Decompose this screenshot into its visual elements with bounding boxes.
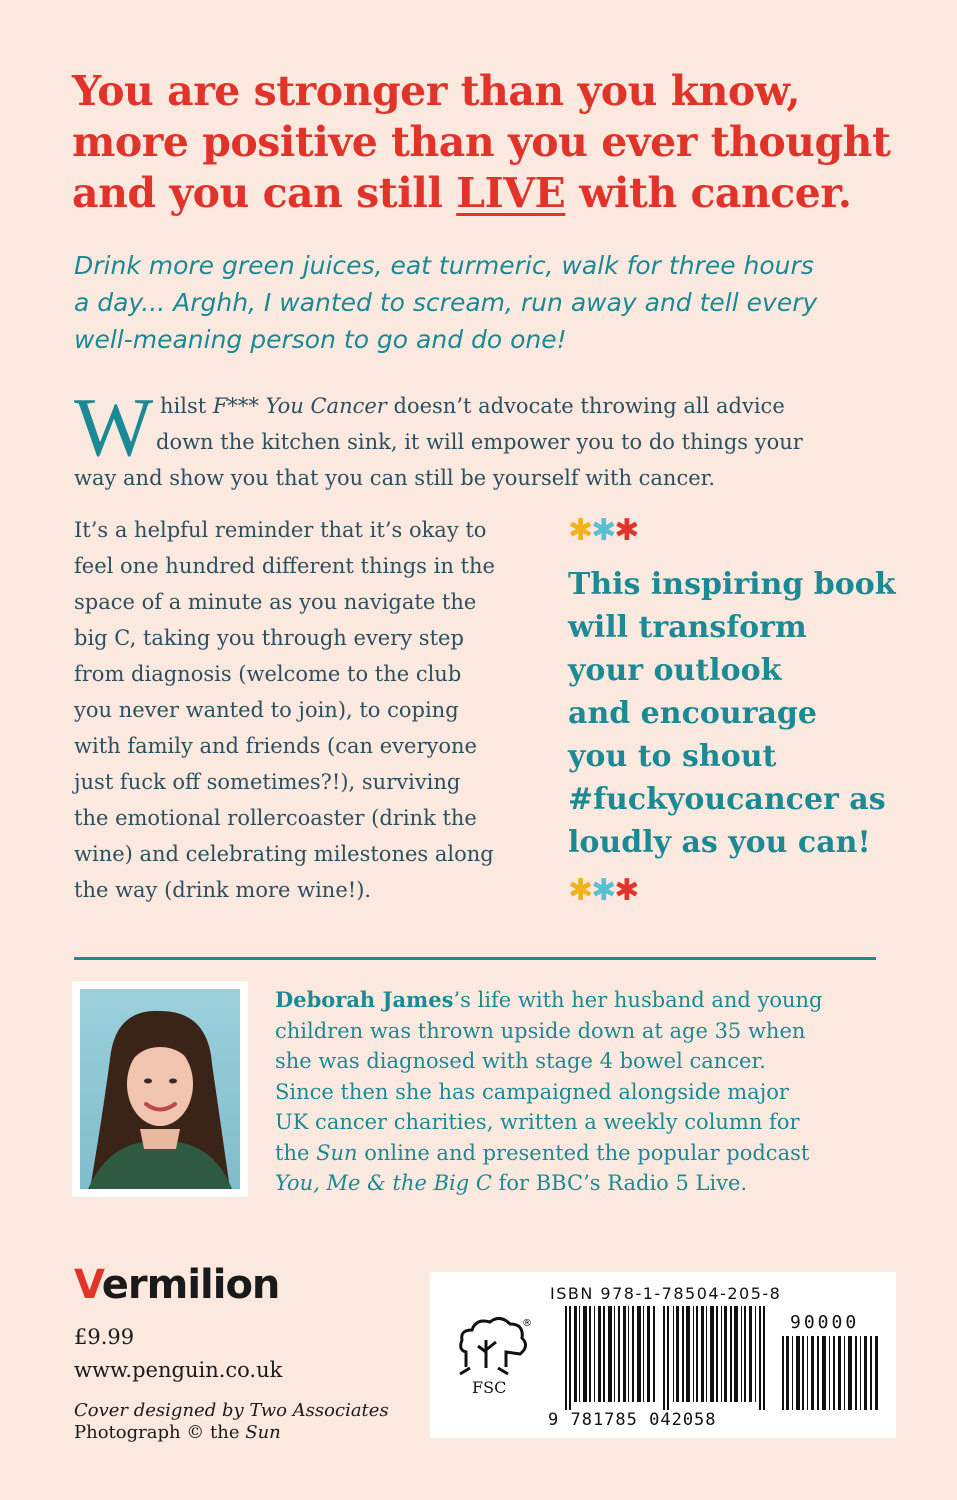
helpful-line: It’s a helpful reminder that it’s okay to	[74, 518, 487, 542]
author-portrait-image	[80, 989, 240, 1189]
bio-line-6	[275, 1138, 875, 1169]
photo-credit	[74, 1422, 389, 1444]
helpful-line: with family and friends (can everyone	[74, 734, 477, 758]
headline-line-3	[72, 168, 932, 219]
headline-live-emphasis: LIVE	[456, 169, 566, 217]
bio-line-6-b: online and presented the popular podcast	[357, 1140, 810, 1165]
intro-quote-line-3: well-meaning person to go and do one!	[74, 325, 567, 354]
logo-v: V	[74, 1262, 102, 1308]
bio-line-2: children was thrown upside down at age 35 when	[275, 1018, 806, 1043]
bio-line-3: she was diagnosed with stage 4 bowel cancer.	[275, 1049, 766, 1073]
price-code: 90000	[790, 1312, 860, 1333]
helpful-line: the way (drink more wine!).	[74, 878, 372, 902]
star-blue-icon: ✱	[591, 873, 615, 908]
price-barcode-graphic	[782, 1336, 882, 1410]
logo-rest: ermilion	[101, 1262, 280, 1308]
helpful-line: you never wanted to join), to coping	[74, 698, 459, 722]
pull-quote	[568, 563, 938, 864]
star-yellow-icon: ✱	[568, 873, 592, 908]
whilst-line-1	[74, 388, 894, 424]
pull-quote-line: will transform	[568, 610, 807, 645]
credits	[74, 1400, 389, 1444]
section-divider	[74, 957, 876, 960]
helpful-line: just fuck off sometimes?!), surviving	[74, 770, 461, 794]
ean-digits: 9 781785 042058	[548, 1410, 717, 1430]
fsc-label: FSC	[472, 1378, 507, 1397]
bio-line-5: UK cancer charities, written a weekly column for	[275, 1110, 800, 1134]
pull-quote-line: you to shout	[568, 739, 777, 774]
photo-credit-sun: Sun	[245, 1422, 281, 1443]
podcast-title: You, Me & the Big C	[275, 1171, 492, 1195]
author-bio	[275, 985, 875, 1199]
star-red-icon: ✱	[614, 873, 638, 908]
author-photo	[72, 981, 248, 1197]
pull-quote-line: #fuckyoucancer as	[568, 782, 886, 817]
whilst-line-1-b: doesn’t advocate throwing all advice	[386, 394, 785, 418]
headline-line-3-a: and you can still	[72, 169, 457, 217]
stars-bottom	[568, 873, 637, 908]
pull-quote-line: This inspiring book	[568, 567, 896, 602]
bio-line-7-b: for BBC’s Radio 5 Live.	[491, 1171, 748, 1195]
helpful-line: space of a minute as you navigate the	[74, 590, 477, 614]
headline-line-2: more positive than you ever thought	[72, 118, 891, 166]
barcode-panel	[430, 1272, 896, 1438]
whilst-paragraph	[74, 381, 894, 496]
registered-mark: ®	[522, 1318, 532, 1329]
bio-line-7	[275, 1168, 875, 1199]
headline-line-3-b: with cancer.	[565, 169, 852, 217]
pull-quote-line: and encourage	[568, 696, 817, 731]
helpful-line: the emotional rollercoaster (drink the	[74, 806, 477, 830]
bio-sun-italic: Sun	[316, 1140, 358, 1165]
book-title: F*** You Cancer	[212, 394, 387, 418]
author-name: Deborah James	[275, 987, 454, 1012]
helpful-line: big C, taking you through every step	[74, 626, 464, 650]
whilst-line-1-a: hilst	[160, 394, 213, 418]
stars-top	[568, 513, 637, 548]
website: www.penguin.co.uk	[74, 1358, 283, 1382]
intro-quote-line-1: Drink more green juices, eat turmeric, walk for three hours	[74, 251, 814, 280]
whilst-line-2: down the kitchen sink, it will empower you to do things your	[156, 430, 803, 454]
ean-barcode-graphic	[565, 1306, 770, 1410]
pull-quote-line: your outlook	[568, 653, 782, 688]
bio-line-6-a: the	[275, 1140, 317, 1165]
star-red-icon: ✱	[614, 513, 638, 548]
helpful-line: wine) and celebrating milestones along	[74, 842, 494, 866]
drop-cap: W	[74, 381, 154, 474]
vermilion-logo	[74, 1262, 279, 1308]
bio-line-4: Since then she has campaigned alongside major	[275, 1079, 789, 1104]
headline-line-1: You are stronger than you know,	[72, 67, 801, 115]
helpful-line: feel one hundred different things in the	[74, 554, 495, 578]
whilst-line-3: way and show you that you can still be yourself with cancer.	[74, 466, 716, 490]
photo-credit-a: Photograph © the	[74, 1422, 246, 1443]
star-blue-icon: ✱	[591, 513, 615, 548]
pull-quote-line: loudly as you can!	[568, 825, 871, 860]
helpful-paragraph	[74, 512, 544, 908]
isbn-label: ISBN 978-1-78504-205-8	[550, 1284, 782, 1303]
price: £9.99	[74, 1325, 135, 1349]
headline	[72, 66, 932, 219]
cover-credit: Cover designed by Two Associates	[74, 1400, 389, 1421]
helpful-line: from diagnosis (welcome to the club	[74, 662, 462, 686]
intro-quote	[74, 247, 874, 358]
fsc-tree-icon	[456, 1312, 536, 1378]
intro-quote-line-2: a day... Arghh, I wanted to scream, run away and tell every	[74, 288, 818, 317]
bio-line-1	[275, 985, 875, 1016]
bio-line-1-rest: ’s life with her husband and young	[453, 988, 823, 1012]
star-yellow-icon: ✱	[568, 513, 592, 548]
